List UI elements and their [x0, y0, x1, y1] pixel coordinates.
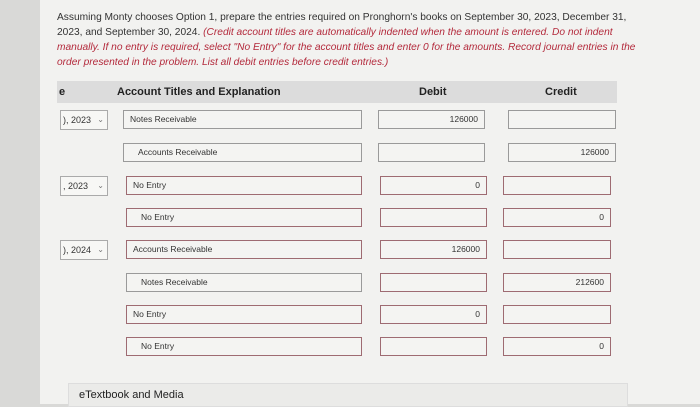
debit-value: 126000: [449, 114, 478, 124]
debit-value: 0: [475, 309, 480, 319]
debit-value: 126000: [451, 244, 480, 254]
date-select[interactable]: [60, 176, 108, 196]
credit-input[interactable]: [508, 110, 616, 129]
credit-value: 0: [599, 212, 604, 222]
account-title-input[interactable]: [123, 110, 362, 129]
account-title-value: Notes Receivable: [130, 114, 197, 124]
credit-value: 126000: [580, 147, 609, 157]
account-header: Account Titles and Explanation: [117, 86, 281, 98]
debit-value: 0: [475, 180, 480, 190]
chevron-down-icon: ⌄: [97, 115, 104, 124]
credit-input[interactable]: [508, 143, 616, 162]
credit-value: 0: [599, 341, 604, 351]
credit-input[interactable]: [503, 208, 611, 227]
debit-input[interactable]: [378, 110, 485, 129]
date-value: , 2023: [63, 181, 89, 191]
credit-value: 212600: [575, 277, 604, 287]
credit-input[interactable]: [503, 337, 611, 356]
account-title-value: No Entry: [133, 180, 167, 190]
instructions-note: (Credit account titles are automatically indented when the amount is entered. Do not indent manually. If no entry is required, select "No Entry" for the account titles and enter 0 for the amounts. Record journal entries in the order presented in the problem. List all debit entries before credit entries.): [57, 27, 636, 68]
account-title-input[interactable]: [126, 305, 362, 324]
instructions-text: Assuming Monty chooses Option 1, prepare the entries required on Pronghorn's books on September 30, 2023, December 31, 2023, and September 30, 2024.: [57, 12, 627, 38]
account-title-input[interactable]: [123, 143, 362, 162]
account-title-value: No Entry: [141, 212, 175, 222]
debit-input[interactable]: [380, 208, 487, 227]
account-title-value: Accounts Receivable: [133, 244, 213, 254]
date-value: ), 2023: [63, 115, 92, 125]
account-title-input[interactable]: [126, 176, 362, 195]
debit-input[interactable]: [380, 337, 487, 356]
account-title-input[interactable]: [126, 240, 362, 259]
debit-header: Debit: [419, 86, 447, 98]
credit-input[interactable]: [503, 240, 611, 259]
date-header: e: [59, 86, 66, 98]
account-title-value: No Entry: [133, 309, 167, 319]
date-select[interactable]: [60, 240, 108, 260]
account-title-value: Notes Receivable: [141, 277, 208, 287]
account-title-input[interactable]: [126, 273, 362, 292]
credit-input[interactable]: [503, 305, 611, 324]
debit-input[interactable]: [380, 273, 487, 292]
account-title-input[interactable]: [126, 208, 362, 227]
account-title-input[interactable]: [126, 337, 362, 356]
account-title-value: No Entry: [141, 341, 175, 351]
debit-input[interactable]: [378, 143, 485, 162]
debit-input[interactable]: [380, 176, 487, 195]
chevron-down-icon: ⌄: [97, 181, 104, 190]
date-select[interactable]: [60, 110, 108, 130]
credit-header: Credit: [545, 86, 577, 98]
instructions: [57, 10, 637, 70]
credit-input[interactable]: [503, 273, 611, 292]
date-value: ), 2024: [63, 245, 92, 255]
debit-input[interactable]: [380, 305, 487, 324]
account-title-value: Accounts Receivable: [138, 147, 218, 157]
debit-input[interactable]: [380, 240, 487, 259]
credit-input[interactable]: [503, 176, 611, 195]
chevron-down-icon: ⌄: [97, 245, 104, 254]
etextbook-media-link[interactable]: eTextbook and Media: [68, 383, 628, 407]
table-header: [57, 81, 617, 103]
